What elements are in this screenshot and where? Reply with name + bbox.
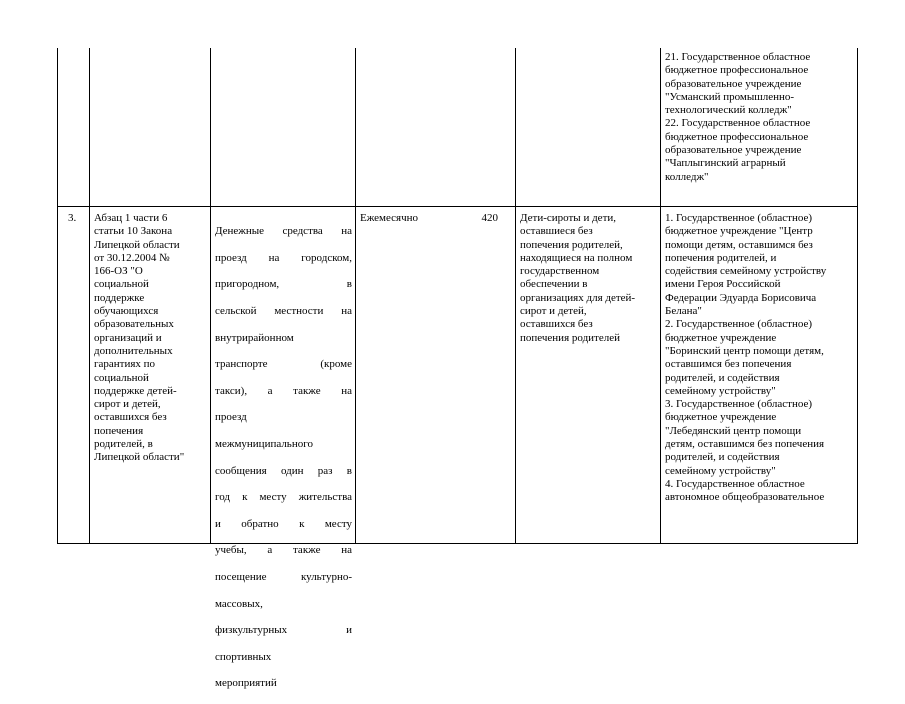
legal-basis-cell: Абзац 1 части 6 статьи 10 Закона Липецкой области от 30.12.2004 № 166-ОЗ "О социальной поддержке обучающихся образовательных организаций и дополнительных гарантиях по социальной поддержке детей- сирот и детей, оставшихся без попечения родителей, в Липецкой области" — [94, 212, 185, 464]
table-border-left — [57, 48, 58, 544]
payment-line: и обратно к месту — [215, 517, 352, 530]
payment-line: массовых, — [215, 597, 263, 610]
payment-amount-cell: 420 — [481, 212, 498, 224]
payment-line: транспорте (кроме — [215, 358, 352, 371]
table-border-bottom — [57, 543, 858, 544]
payment-line: такси), а также на — [215, 384, 352, 397]
payment-line: мероприятий — [215, 677, 277, 690]
payment-line: сельской местности на — [215, 305, 352, 318]
payment-line: внутрирайонном — [215, 331, 294, 344]
payment-line: Денежные средства на — [215, 225, 352, 238]
payment-line: год к месту жительства — [215, 491, 352, 504]
institutions-list-prev: 21. Государственное областное бюджетное профессиональное образовательное учреждение "Усманский промышленно- технологический колледж" 22. Государственное областное бюджетное профессиональное образовательное учреждение "Чаплыгинский аграрный колледж" — [665, 51, 811, 183]
recipients-cell: Дети-сироты и дети, оставшиеся без попечения родителей, находящиеся на полном государственном обеспечении в организациях для детей- сирот и детей, оставшихся без попечения родителей — [520, 212, 636, 344]
table-column-divider — [210, 48, 211, 544]
table-border-right — [857, 48, 858, 544]
payment-description-cell — [215, 212, 352, 704]
table-row-divider — [57, 206, 858, 207]
payment-line: пригородном, в — [215, 278, 352, 291]
payment-line: посещение культурно- — [215, 571, 352, 584]
payment-line: сообщения один раз в — [215, 464, 352, 477]
payment-line: межмуниципального — [215, 438, 313, 451]
table-column-divider — [355, 48, 356, 544]
table-column-divider — [515, 48, 516, 544]
payment-line: учебы, а также на — [215, 544, 352, 557]
payment-line: спортивных — [215, 650, 272, 663]
payment-frequency-cell: Ежемесячно — [360, 212, 419, 224]
row-number: 3. — [68, 212, 77, 224]
table-column-divider — [89, 48, 90, 544]
payment-line: физкультурных и — [215, 624, 352, 637]
table-column-divider — [660, 48, 661, 544]
institutions-list: 1. Государственное (областное) бюджетное учреждение "Центр помощи детям, оставшимся без попечения родителей, и содействия семейному устройству имени Героя Российской Федерации Эдуарда Борисовича Белана" 2. Государственное (областное) бюджетное учреждение "Боринский центр помощи детям, оставшимся без попечения родителей, и содействия семейному устройству" 3. Государственное (областное) бюджетное учреждение "Лебедянский центр помощи детям, оставшимся без попечения родителей, и содействия семейному устройству" 4. Государственное областное автономное общеобразовательное — [665, 212, 827, 504]
payment-line: проезд на городском, — [215, 251, 352, 264]
payment-line: проезд — [215, 411, 247, 424]
